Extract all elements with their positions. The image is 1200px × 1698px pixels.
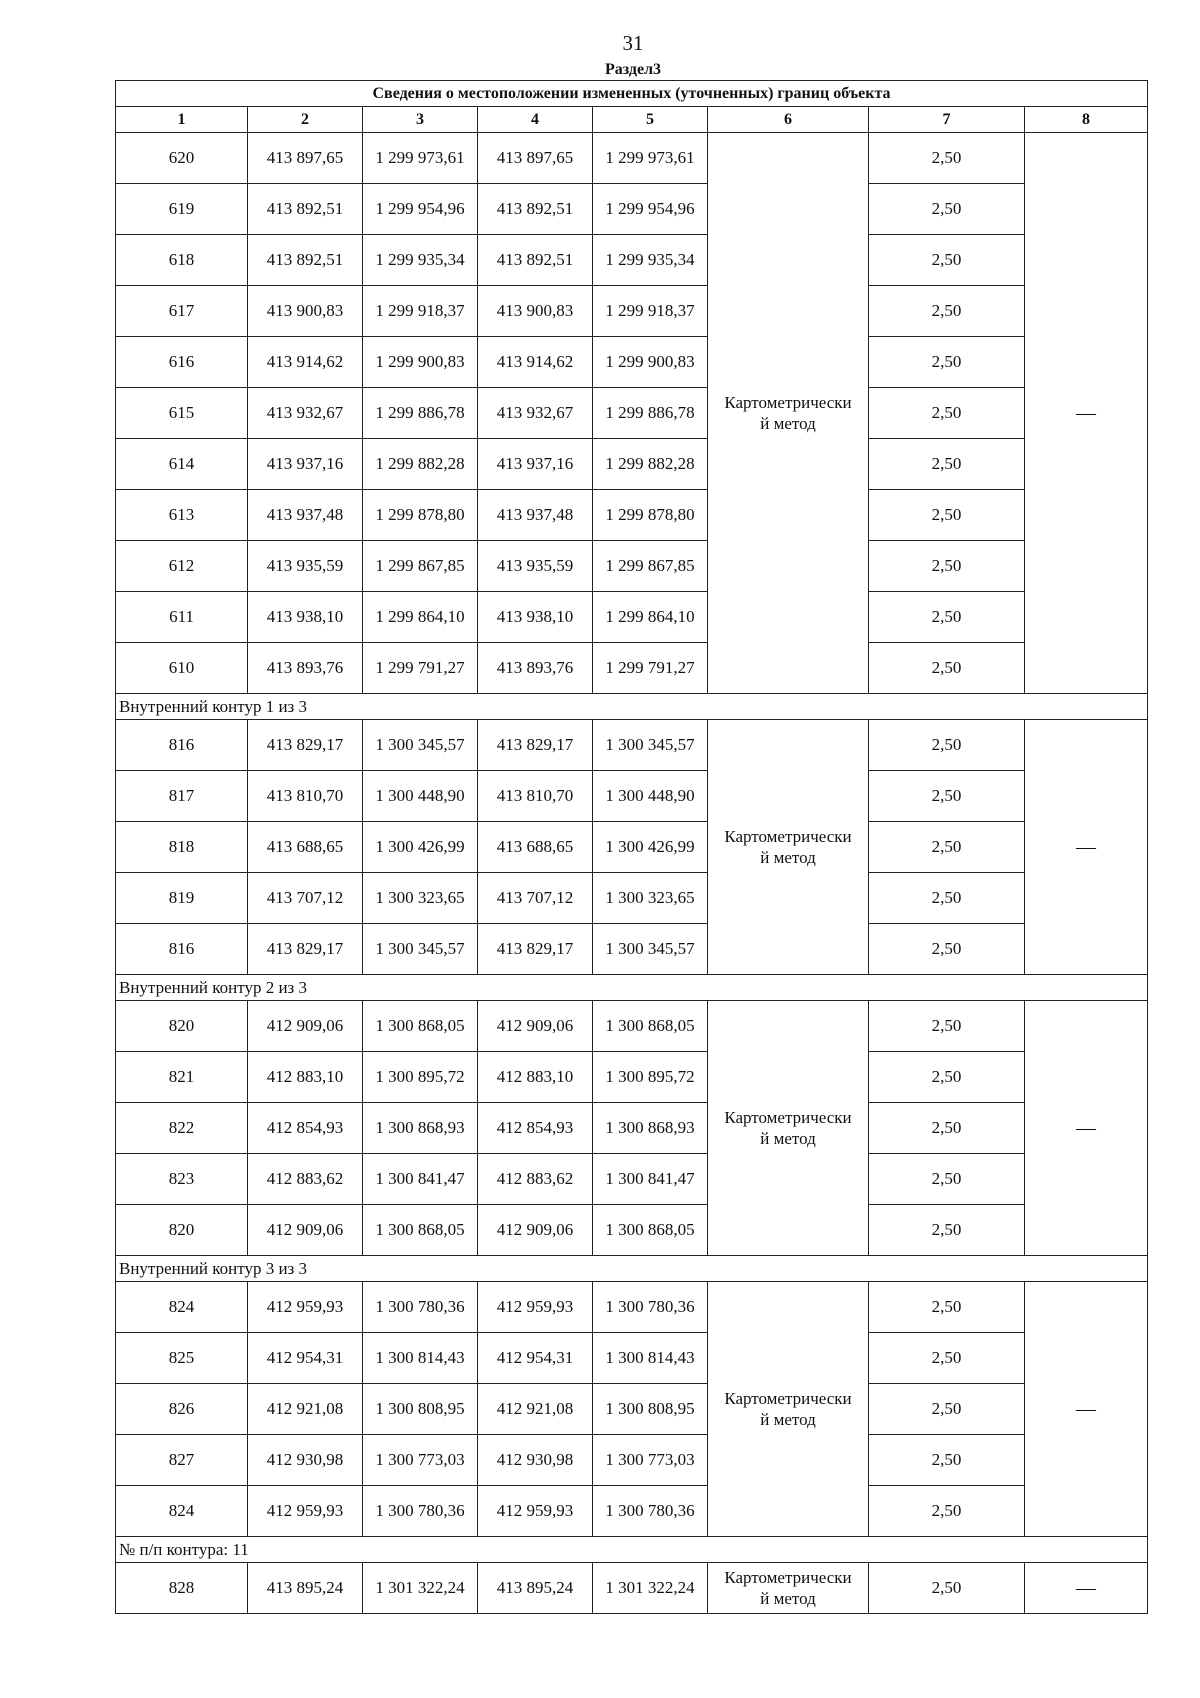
x-coordinate-cell: 412 959,93 (248, 1486, 363, 1537)
accuracy-cell: 2,50 (869, 1282, 1025, 1333)
column-header: 2 (248, 107, 363, 133)
point-number-cell: 825 (116, 1333, 248, 1384)
point-number-cell: 816 (116, 720, 248, 771)
y-coordinate-cell: 1 301 322,24 (593, 1563, 708, 1614)
y-coordinate-cell: 1 300 841,47 (593, 1154, 708, 1205)
accuracy-cell: 2,50 (869, 1103, 1025, 1154)
x-coordinate-cell: 413 892,51 (248, 235, 363, 286)
accuracy-cell: 2,50 (869, 771, 1025, 822)
x-coordinate-cell: 413 937,48 (248, 490, 363, 541)
accuracy-cell: 2,50 (869, 924, 1025, 975)
point-number-cell: 824 (116, 1486, 248, 1537)
x-coordinate-cell: 413 688,65 (248, 822, 363, 873)
column-header: 8 (1025, 107, 1148, 133)
x-coordinate-cell: 412 883,62 (478, 1154, 593, 1205)
column-header: 4 (478, 107, 593, 133)
table-row (116, 873, 1148, 924)
accuracy-cell: 2,50 (869, 720, 1025, 771)
y-coordinate-cell: 1 300 868,05 (593, 1205, 708, 1256)
table-row (116, 490, 1148, 541)
table-row (116, 771, 1148, 822)
accuracy-cell: 2,50 (869, 822, 1025, 873)
y-coordinate-cell: 1 299 867,85 (593, 541, 708, 592)
y-coordinate-cell: 1 300 868,93 (593, 1103, 708, 1154)
y-coordinate-cell: 1 299 935,34 (593, 235, 708, 286)
x-coordinate-cell: 413 914,62 (478, 337, 593, 388)
table-row (116, 822, 1148, 873)
method-text-line2: й метод (760, 848, 816, 867)
table-row (116, 1333, 1148, 1384)
y-coordinate-cell: 1 300 868,05 (593, 1001, 708, 1052)
y-coordinate-cell: 1 300 773,03 (593, 1435, 708, 1486)
y-coordinate-cell: 1 300 323,65 (593, 873, 708, 924)
y-coordinate-cell: 1 299 973,61 (363, 133, 478, 184)
x-coordinate-cell: 412 954,31 (478, 1333, 593, 1384)
accuracy-cell: 2,50 (869, 1486, 1025, 1537)
point-number-cell: 618 (116, 235, 248, 286)
y-coordinate-cell: 1 299 918,37 (593, 286, 708, 337)
point-number-cell: 617 (116, 286, 248, 337)
x-coordinate-cell: 413 829,17 (248, 924, 363, 975)
y-coordinate-cell: 1 300 780,36 (363, 1282, 478, 1333)
table-row (116, 388, 1148, 439)
table-row (116, 592, 1148, 643)
table-row (116, 439, 1148, 490)
table-row (116, 1154, 1148, 1205)
table-row (116, 337, 1148, 388)
x-coordinate-cell: 413 937,16 (478, 439, 593, 490)
method-text-line2: й метод (760, 1410, 816, 1429)
point-number-cell: 827 (116, 1435, 248, 1486)
y-coordinate-cell: 1 299 882,28 (363, 439, 478, 490)
accuracy-cell: 2,50 (869, 490, 1025, 541)
x-coordinate-cell: 413 892,51 (248, 184, 363, 235)
column-header: 3 (363, 107, 478, 133)
column-number-row (116, 107, 1148, 133)
y-coordinate-cell: 1 300 345,57 (593, 720, 708, 771)
accuracy-cell: 2,50 (869, 1052, 1025, 1103)
description-cell: — (1025, 1001, 1148, 1256)
point-number-cell: 616 (116, 337, 248, 388)
x-coordinate-cell: 412 930,98 (478, 1435, 593, 1486)
table-title: Сведения о местоположении измененных (уточненных) границ объекта (116, 81, 1148, 107)
column-header: 7 (869, 107, 1025, 133)
x-coordinate-cell: 413 932,67 (478, 388, 593, 439)
y-coordinate-cell: 1 299 886,78 (593, 388, 708, 439)
x-coordinate-cell: 413 937,16 (248, 439, 363, 490)
x-coordinate-cell: 412 954,31 (248, 1333, 363, 1384)
x-coordinate-cell: 413 895,24 (478, 1563, 593, 1614)
table-row (116, 924, 1148, 975)
y-coordinate-cell: 1 300 814,43 (593, 1333, 708, 1384)
y-coordinate-cell: 1 299 954,96 (593, 184, 708, 235)
table-row (116, 1384, 1148, 1435)
y-coordinate-cell: 1 299 900,83 (363, 337, 478, 388)
contour-label-row (116, 975, 1148, 1001)
accuracy-cell: 2,50 (869, 1001, 1025, 1052)
table-row (116, 1001, 1148, 1052)
method-text-line1: Картометрически (724, 1568, 852, 1587)
y-coordinate-cell: 1 300 814,43 (363, 1333, 478, 1384)
point-number-cell: 822 (116, 1103, 248, 1154)
point-number-cell: 828 (116, 1563, 248, 1614)
x-coordinate-cell: 413 914,62 (248, 337, 363, 388)
accuracy-cell: 2,50 (869, 133, 1025, 184)
contour-label-row (116, 1256, 1148, 1282)
x-coordinate-cell: 412 909,06 (248, 1205, 363, 1256)
table-row (116, 1435, 1148, 1486)
y-coordinate-cell: 1 300 808,95 (593, 1384, 708, 1435)
y-coordinate-cell: 1 299 973,61 (593, 133, 708, 184)
point-number-cell: 611 (116, 592, 248, 643)
x-coordinate-cell: 412 854,93 (248, 1103, 363, 1154)
contour-label: Внутренний контур 1 из 3 (116, 694, 1148, 720)
column-header: 1 (116, 107, 248, 133)
table-row (116, 541, 1148, 592)
x-coordinate-cell: 412 883,10 (478, 1052, 593, 1103)
method-text-line2: й метод (760, 1589, 816, 1608)
method-text-line2: й метод (760, 1129, 816, 1148)
x-coordinate-cell: 412 909,06 (478, 1205, 593, 1256)
x-coordinate-cell: 413 932,67 (248, 388, 363, 439)
table-row (116, 1052, 1148, 1103)
y-coordinate-cell: 1 300 345,57 (593, 924, 708, 975)
boundary-coordinates-table (115, 80, 1148, 1614)
y-coordinate-cell: 1 300 780,36 (363, 1486, 478, 1537)
point-number-cell: 615 (116, 388, 248, 439)
y-coordinate-cell: 1 299 886,78 (363, 388, 478, 439)
x-coordinate-cell: 413 937,48 (478, 490, 593, 541)
method-text-line1: Картометрически (724, 1108, 852, 1127)
x-coordinate-cell: 413 895,24 (248, 1563, 363, 1614)
point-number-cell: 819 (116, 873, 248, 924)
x-coordinate-cell: 413 935,59 (248, 541, 363, 592)
column-header: 5 (593, 107, 708, 133)
y-coordinate-cell: 1 299 791,27 (593, 643, 708, 694)
accuracy-cell: 2,50 (869, 1205, 1025, 1256)
column-header: 6 (708, 107, 869, 133)
contour-label: № п/п контура: 11 (116, 1537, 1148, 1563)
y-coordinate-cell: 1 300 448,90 (363, 771, 478, 822)
description-cell: — (1025, 1282, 1148, 1537)
x-coordinate-cell: 413 893,76 (478, 643, 593, 694)
accuracy-cell: 2,50 (869, 337, 1025, 388)
y-coordinate-cell: 1 300 780,36 (593, 1282, 708, 1333)
x-coordinate-cell: 413 707,12 (478, 873, 593, 924)
point-number-cell: 614 (116, 439, 248, 490)
x-coordinate-cell: 413 938,10 (248, 592, 363, 643)
contour-label: Внутренний контур 2 из 3 (116, 975, 1148, 1001)
y-coordinate-cell: 1 300 345,57 (363, 924, 478, 975)
y-coordinate-cell: 1 299 867,85 (363, 541, 478, 592)
point-number-cell: 823 (116, 1154, 248, 1205)
y-coordinate-cell: 1 300 448,90 (593, 771, 708, 822)
y-coordinate-cell: 1 300 808,95 (363, 1384, 478, 1435)
accuracy-cell: 2,50 (869, 1154, 1025, 1205)
x-coordinate-cell: 412 921,08 (478, 1384, 593, 1435)
y-coordinate-cell: 1 300 780,36 (593, 1486, 708, 1537)
y-coordinate-cell: 1 300 345,57 (363, 720, 478, 771)
y-coordinate-cell: 1 299 864,10 (593, 592, 708, 643)
table-row (116, 1205, 1148, 1256)
page-number: 31 (622, 31, 644, 55)
table-row (116, 643, 1148, 694)
method-text-line1: Картометрически (724, 827, 852, 846)
x-coordinate-cell: 413 935,59 (478, 541, 593, 592)
accuracy-cell: 2,50 (869, 1384, 1025, 1435)
point-number-cell: 820 (116, 1001, 248, 1052)
x-coordinate-cell: 412 883,62 (248, 1154, 363, 1205)
accuracy-cell: 2,50 (869, 643, 1025, 694)
x-coordinate-cell: 412 959,93 (248, 1282, 363, 1333)
point-number-cell: 816 (116, 924, 248, 975)
point-number-cell: 612 (116, 541, 248, 592)
contour-label: Внутренний контур 3 из 3 (116, 1256, 1148, 1282)
table-row (116, 1563, 1148, 1614)
x-coordinate-cell: 413 897,65 (248, 133, 363, 184)
x-coordinate-cell: 412 921,08 (248, 1384, 363, 1435)
accuracy-cell: 2,50 (869, 541, 1025, 592)
accuracy-cell: 2,50 (869, 592, 1025, 643)
description-cell: — (1025, 1563, 1148, 1614)
point-number-cell: 817 (116, 771, 248, 822)
y-coordinate-cell: 1 300 895,72 (363, 1052, 478, 1103)
y-coordinate-cell: 1 300 868,05 (363, 1205, 478, 1256)
y-coordinate-cell: 1 299 791,27 (363, 643, 478, 694)
y-coordinate-cell: 1 300 868,93 (363, 1103, 478, 1154)
table-body (116, 133, 1148, 1614)
x-coordinate-cell: 413 900,83 (248, 286, 363, 337)
table-row (116, 184, 1148, 235)
x-coordinate-cell: 413 892,51 (478, 235, 593, 286)
contour-label-row (116, 1537, 1148, 1563)
table-row (116, 133, 1148, 184)
y-coordinate-cell: 1 300 426,99 (593, 822, 708, 873)
point-number-cell: 818 (116, 822, 248, 873)
x-coordinate-cell: 413 893,76 (248, 643, 363, 694)
point-number-cell: 613 (116, 490, 248, 541)
x-coordinate-cell: 413 707,12 (248, 873, 363, 924)
point-number-cell: 821 (116, 1052, 248, 1103)
method-text-line1: Картометрически (724, 1389, 852, 1408)
y-coordinate-cell: 1 300 895,72 (593, 1052, 708, 1103)
table-row (116, 235, 1148, 286)
method-text-line2: й метод (760, 414, 816, 433)
y-coordinate-cell: 1 299 882,28 (593, 439, 708, 490)
accuracy-cell: 2,50 (869, 1435, 1025, 1486)
description-cell: — (1025, 720, 1148, 975)
y-coordinate-cell: 1 300 868,05 (363, 1001, 478, 1052)
y-coordinate-cell: 1 299 900,83 (593, 337, 708, 388)
method-cell (708, 1282, 869, 1537)
table-row (116, 1486, 1148, 1537)
point-number-cell: 824 (116, 1282, 248, 1333)
x-coordinate-cell: 413 938,10 (478, 592, 593, 643)
x-coordinate-cell: 412 909,06 (248, 1001, 363, 1052)
accuracy-cell: 2,50 (869, 873, 1025, 924)
y-coordinate-cell: 1 299 954,96 (363, 184, 478, 235)
accuracy-cell: 2,50 (869, 286, 1025, 337)
x-coordinate-cell: 413 829,17 (248, 720, 363, 771)
method-cell (708, 133, 869, 694)
x-coordinate-cell: 413 688,65 (478, 822, 593, 873)
y-coordinate-cell: 1 299 864,10 (363, 592, 478, 643)
accuracy-cell: 2,50 (869, 388, 1025, 439)
method-cell (708, 1001, 869, 1256)
table-row (116, 286, 1148, 337)
method-cell (708, 720, 869, 975)
x-coordinate-cell: 413 829,17 (478, 720, 593, 771)
accuracy-cell: 2,50 (869, 439, 1025, 490)
y-coordinate-cell: 1 300 773,03 (363, 1435, 478, 1486)
section-label: Раздел3 (604, 61, 662, 78)
x-coordinate-cell: 413 810,70 (478, 771, 593, 822)
point-number-cell: 610 (116, 643, 248, 694)
accuracy-cell: 2,50 (869, 184, 1025, 235)
point-number-cell: 820 (116, 1205, 248, 1256)
x-coordinate-cell: 412 959,93 (478, 1282, 593, 1333)
table-row (116, 1103, 1148, 1154)
y-coordinate-cell: 1 300 426,99 (363, 822, 478, 873)
y-coordinate-cell: 1 301 322,24 (363, 1563, 478, 1614)
description-cell: — (1025, 133, 1148, 694)
point-number-cell: 620 (116, 133, 248, 184)
method-text-line1: Картометрически (724, 393, 852, 412)
y-coordinate-cell: 1 300 841,47 (363, 1154, 478, 1205)
x-coordinate-cell: 412 883,10 (248, 1052, 363, 1103)
y-coordinate-cell: 1 299 878,80 (593, 490, 708, 541)
accuracy-cell: 2,50 (869, 1563, 1025, 1614)
x-coordinate-cell: 413 892,51 (478, 184, 593, 235)
table-row (116, 720, 1148, 771)
table-row (116, 1282, 1148, 1333)
x-coordinate-cell: 413 810,70 (248, 771, 363, 822)
x-coordinate-cell: 413 900,83 (478, 286, 593, 337)
x-coordinate-cell: 412 909,06 (478, 1001, 593, 1052)
y-coordinate-cell: 1 299 878,80 (363, 490, 478, 541)
point-number-cell: 826 (116, 1384, 248, 1435)
x-coordinate-cell: 412 930,98 (248, 1435, 363, 1486)
point-number-cell: 619 (116, 184, 248, 235)
y-coordinate-cell: 1 299 935,34 (363, 235, 478, 286)
x-coordinate-cell: 412 854,93 (478, 1103, 593, 1154)
contour-label-row (116, 694, 1148, 720)
x-coordinate-cell: 412 959,93 (478, 1486, 593, 1537)
x-coordinate-cell: 413 897,65 (478, 133, 593, 184)
y-coordinate-cell: 1 299 918,37 (363, 286, 478, 337)
x-coordinate-cell: 413 829,17 (478, 924, 593, 975)
accuracy-cell: 2,50 (869, 1333, 1025, 1384)
accuracy-cell: 2,50 (869, 235, 1025, 286)
y-coordinate-cell: 1 300 323,65 (363, 873, 478, 924)
method-cell (708, 1563, 869, 1614)
